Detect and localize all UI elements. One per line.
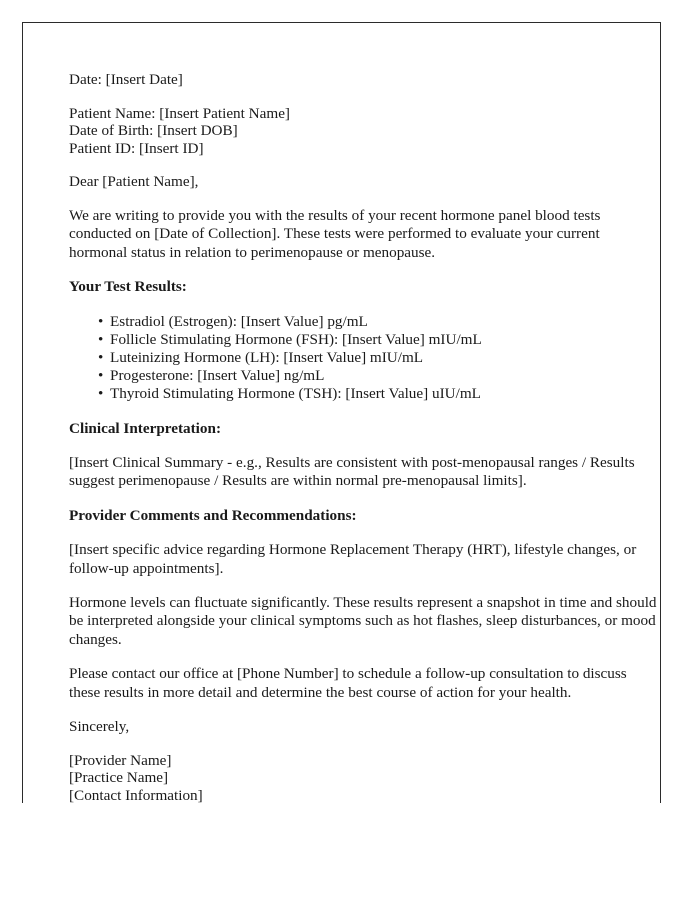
list-item <box>69 367 657 385</box>
bullet-icon: • <box>98 312 104 330</box>
result-fsh: Follicle Stimulating Hormone (FSH): [Insert Value] mIU/mL <box>110 330 482 348</box>
closing-block <box>69 718 657 736</box>
result-lh: Luteinizing Hormone (LH): [Insert Value] mIU/mL <box>110 349 424 366</box>
list-item <box>69 331 657 349</box>
bullet-icon: • <box>98 367 104 385</box>
intro-paragraph: We are writing to provide you with the results of your recent hormone panel blood tests conducted on [Date of Collection]. These tests were performed to evaluate your current hormonal status in relation to perimenopause or menopause. <box>69 206 601 261</box>
test-results-heading: Your Test Results: <box>69 278 187 296</box>
provider-comments-paragraph: [Insert specific advice regarding Hormone Replacement Therapy (HRT), lifestyle changes, or follow-up appointments]. <box>69 541 637 577</box>
practice-name-line: [Practice Name] <box>69 769 169 787</box>
list-item <box>69 349 657 367</box>
list-item <box>69 385 657 403</box>
signature-block <box>69 752 657 805</box>
clinical-interpretation-heading: Clinical Interpretation: <box>69 419 222 437</box>
result-estradiol: Estradiol (Estrogen): [Insert Value] pg/mL <box>110 312 368 330</box>
date-block <box>69 71 657 89</box>
date-line: Date: [Insert Date] <box>69 71 183 88</box>
hormone-fluctuation-paragraph: Hormone levels can fluctuate significantly. These results represent a snapshot in time and should be interpreted alongside your clinical symptoms such as hot flashes, sleep disturbances, or mood changes. <box>69 594 657 648</box>
closing-salutation: Sincerely, <box>69 718 130 736</box>
patient-id-line: Patient ID: [Insert ID] <box>69 139 204 157</box>
patient-identification-block <box>69 105 657 158</box>
patient-name-line: Patient Name: [Insert Patient Name] <box>69 104 290 122</box>
list-item <box>69 313 657 331</box>
document-page-frame <box>22 22 661 803</box>
salutation-block <box>69 173 657 191</box>
document-body <box>69 71 657 804</box>
result-tsh: Thyroid Stimulating Hormone (TSH): [Insert Value] uIU/mL <box>110 385 481 403</box>
salutation: Dear [Patient Name], <box>69 173 199 191</box>
bullet-icon: • <box>98 385 104 403</box>
date-of-birth-line: Date of Birth: [Insert DOB] <box>69 122 238 140</box>
bullet-icon: • <box>98 349 104 366</box>
clinical-interpretation-paragraph: [Insert Clinical Summary - e.g., Results are consistent with post-menopausal ranges / Results suggest perimenopause / Results are within normal pre-menopausal limits]. <box>69 454 635 490</box>
result-progesterone: Progesterone: [Insert Value] ng/mL <box>110 367 325 385</box>
bullet-icon: • <box>98 330 104 348</box>
provider-name-line: [Provider Name] <box>69 751 172 769</box>
contact-office-paragraph: Please contact our office at [Phone Number] to schedule a follow-up consultation to discuss these results in more detail and determine the best course of action for your health. <box>69 665 627 701</box>
test-results-list <box>69 313 657 404</box>
provider-comments-heading: Provider Comments and Recommendations: <box>69 506 357 524</box>
contact-information-line: [Contact Information] <box>69 786 203 804</box>
